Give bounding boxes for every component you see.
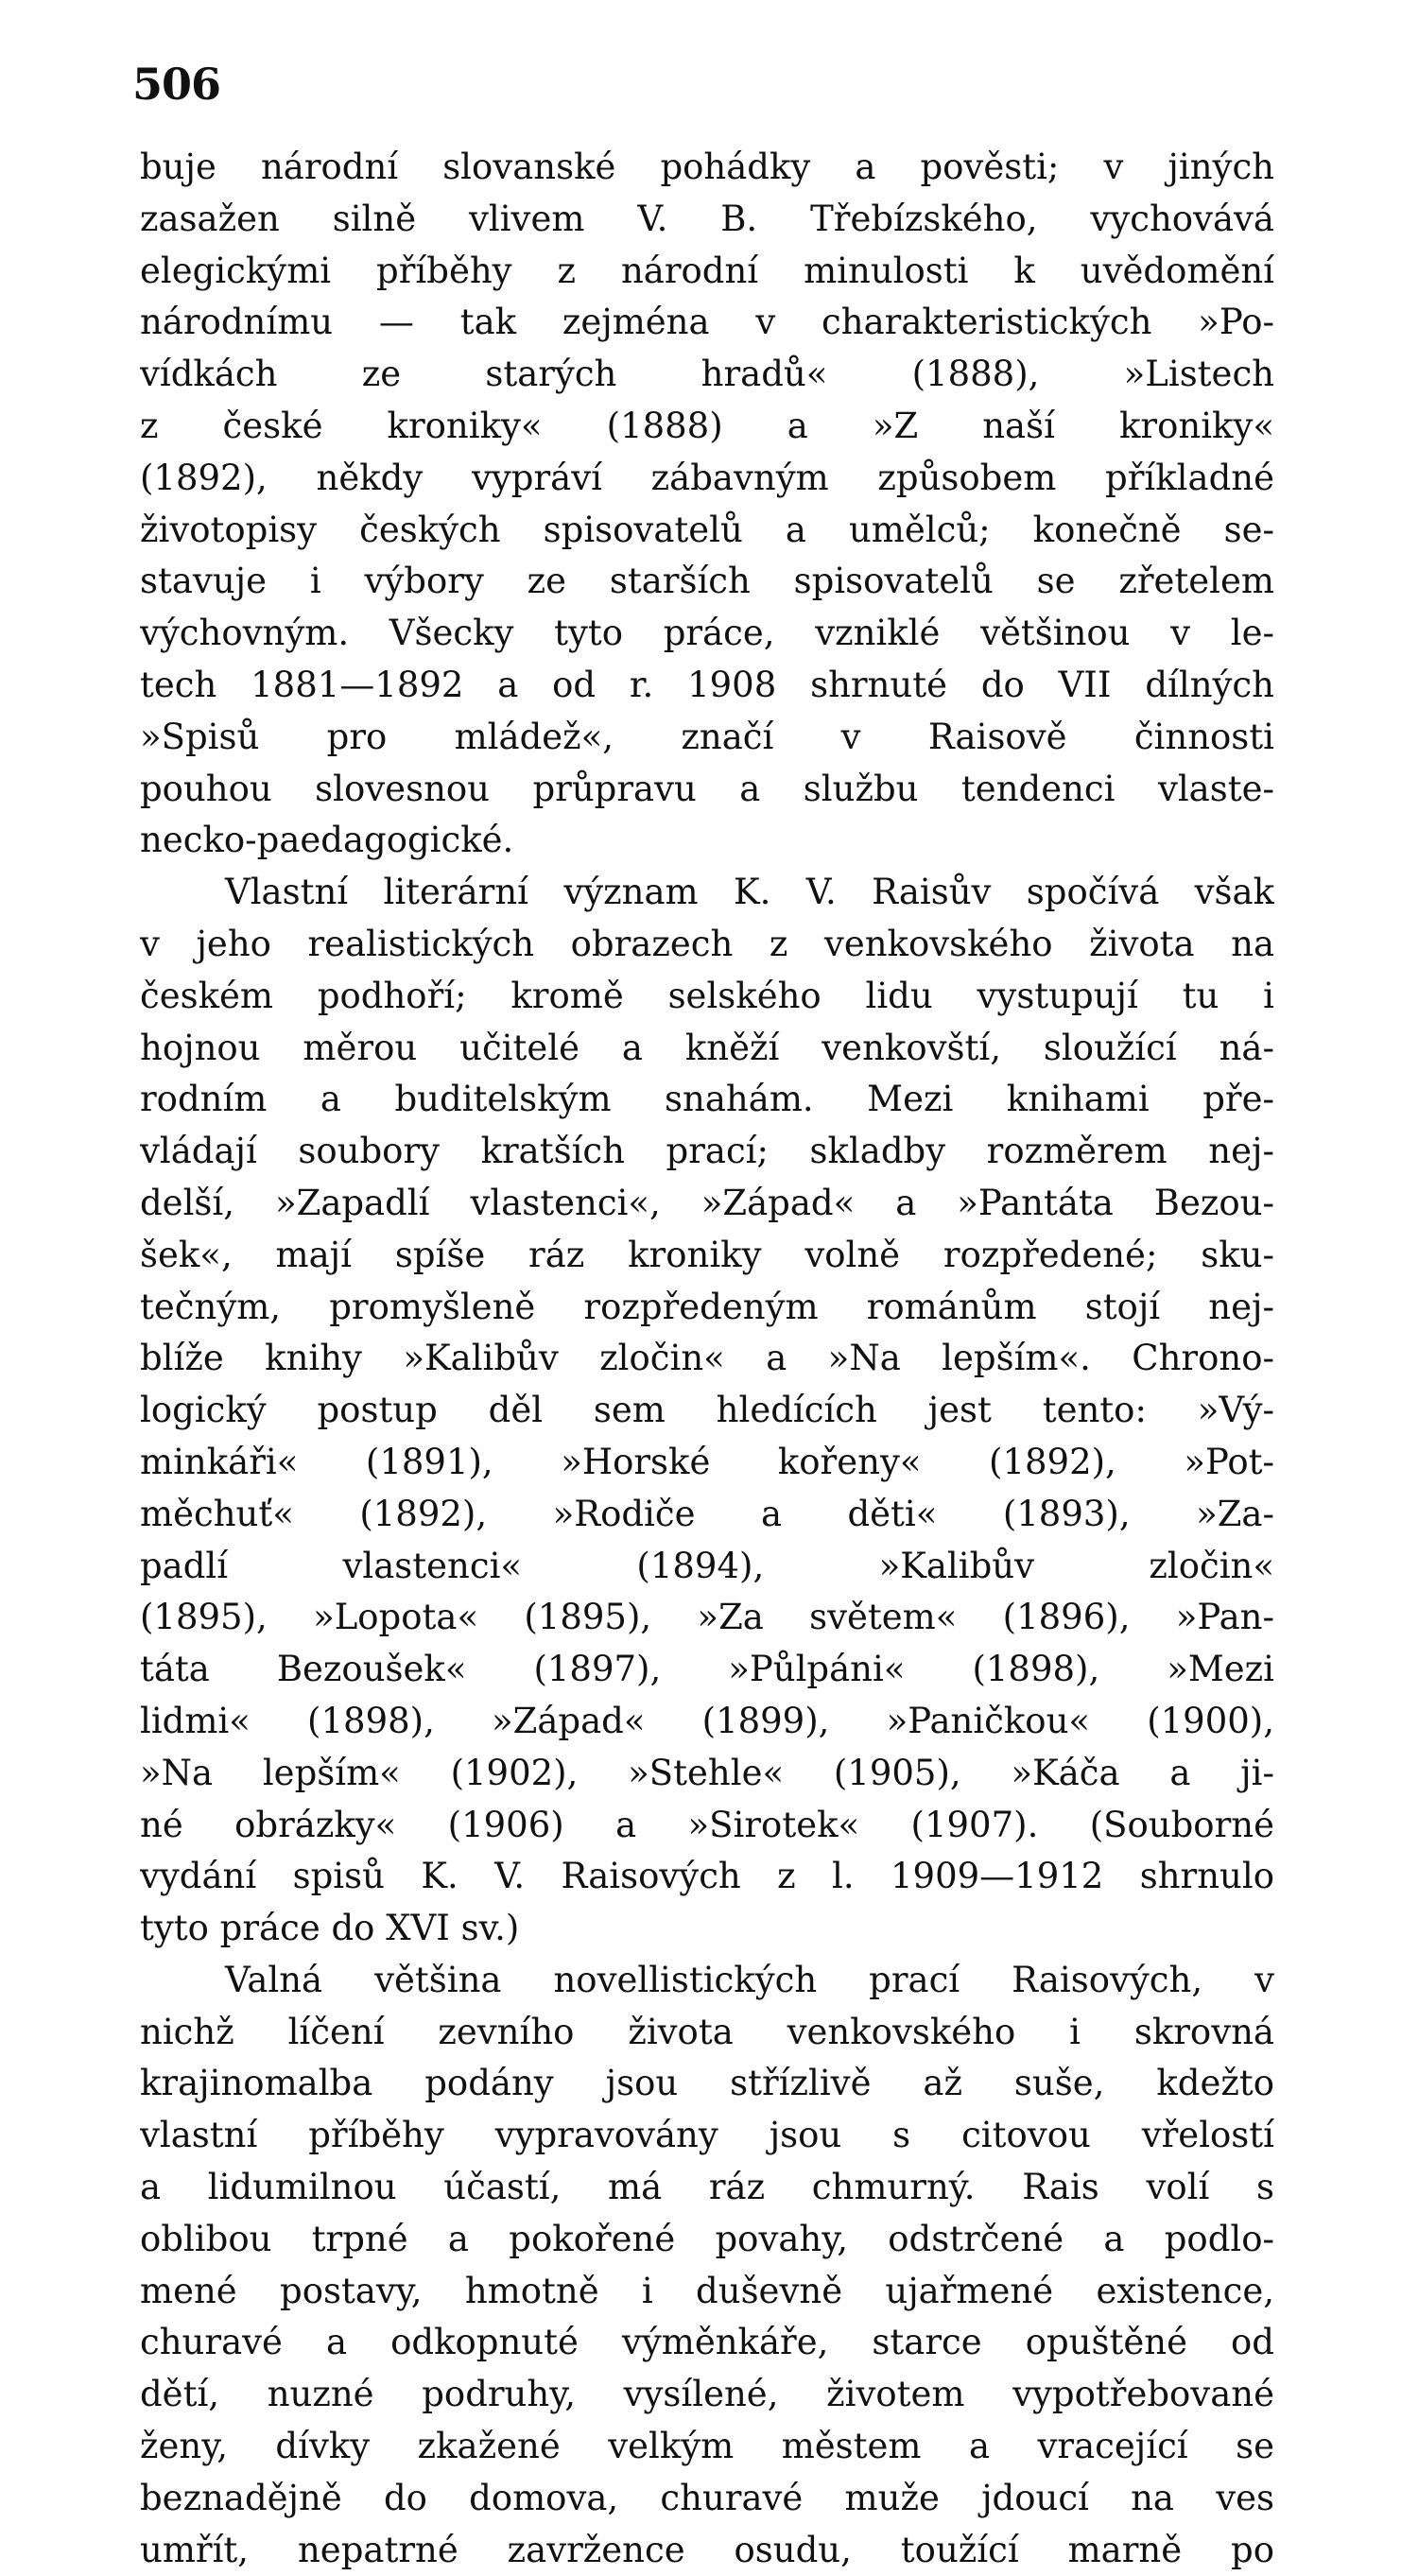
text-line: Vlastní literární význam K. V. Raisův spočívá však bbox=[225, 872, 1274, 913]
text-line: českém podhoří; kromě selského lidu vystupují tu i bbox=[140, 975, 1274, 1016]
text-line: hojnou měrou učitelé a kněží venkovští, sloužící ná- bbox=[140, 1027, 1274, 1068]
text-line: lidmi« (1898), »Západ« (1899), »Paničkou« (1900), bbox=[140, 1700, 1274, 1741]
text-line: logický postup děl sem hledících jest tento: »Vý- bbox=[140, 1390, 1274, 1431]
text-line: z české kroniky« (1888) a »Z naší kroniky« bbox=[140, 405, 1274, 446]
text-line: ženy, dívky zkažené velkým městem a vracející se bbox=[140, 2426, 1274, 2467]
text-line: tečným, promyšleně rozpředeným románům stojí nej- bbox=[140, 1286, 1274, 1327]
text-line: vládají soubory kratších prací; skladby rozměrem nej- bbox=[140, 1131, 1274, 1172]
text-line: padlí vlastenci« (1894), »Kalibův zločin« bbox=[140, 1545, 1274, 1586]
text-line: Valná většina novellistických prací Raisových, v bbox=[225, 1959, 1274, 2000]
text-line: vídkách ze starých hradů« (1888), »Listech bbox=[140, 354, 1274, 395]
body-text bbox=[140, 142, 1274, 2576]
text-line: minkáři« (1891), »Horské kořeny« (1892), »Pot- bbox=[140, 1441, 1274, 1482]
text-line: stavuje i výbory ze starších spisovatelů se zřetelem bbox=[140, 561, 1274, 602]
page-number: 506 bbox=[132, 59, 221, 110]
text-line: životopisy českých spisovatelů a umělců; konečně se- bbox=[140, 509, 1274, 550]
text-line: táta Bezoušek« (1897), »Půlpáni« (1898), »Mezi bbox=[140, 1649, 1274, 1690]
text-line: né obrázky« (1906) a »Sirotek« (1907). (Souborné bbox=[140, 1804, 1274, 1845]
text-line: a lidumilnou účastí, má ráz chmurný. Rais volí s bbox=[140, 2167, 1274, 2208]
text-line: národnímu — tak zejména v charakteristických »Po- bbox=[140, 302, 1274, 343]
text-line: beznadějně do domova, churavé muže jdoucí na ves bbox=[140, 2477, 1274, 2518]
text-line: výchovným. Všecky tyto práce, vzniklé většinou v le- bbox=[140, 613, 1274, 654]
text-line: »Na lepším« (1902), »Stehle« (1905), »Káča a ji- bbox=[140, 1752, 1274, 1793]
text-line: »Spisů pro mládež«, značí v Raisově činnosti bbox=[140, 716, 1274, 757]
text-line: nichž líčení zevního života venkovského i skrovná bbox=[140, 2011, 1274, 2052]
text-line: vlastní příběhy vypravovány jsou s citovou vřelostí bbox=[140, 2115, 1274, 2156]
text-line: churavé a odkopnuté výměnkáře, starce opuštěné od bbox=[140, 2322, 1274, 2363]
text-line: tyto práce do XVI sv.) bbox=[140, 1908, 520, 1949]
text-line: rodním a buditelským snahám. Mezi knihami pře- bbox=[140, 1079, 1274, 1120]
text-line: blíže knihy »Kalibův zločin« a »Na lepším«. Chrono- bbox=[140, 1338, 1274, 1379]
text-line: delší, »Zapadlí vlastenci«, »Západ« a »Pantáta Bezou- bbox=[140, 1182, 1274, 1223]
text-line: krajinomalba podány jsou střízlivě až suše, kdežto bbox=[140, 2063, 1274, 2104]
text-line: zasažen silně vlivem V. B. Třebízského, vychovává bbox=[140, 198, 1274, 239]
text-line: tech 1881—1892 a od r. 1908 shrnuté do VII dílných bbox=[140, 664, 1274, 705]
text-line: dětí, nuzné podruhy, vysílené, životem vypotřebované bbox=[140, 2374, 1274, 2415]
text-line: necko-paedagogické. bbox=[140, 820, 514, 861]
text-line: v jeho realistických obrazech z venkovského života na bbox=[140, 923, 1274, 964]
text-line: pouhou slovesnou průpravu a službu tendenci vlaste- bbox=[140, 768, 1274, 809]
text-line: umřít, nepatrné zavržence osudu, toužící marně po bbox=[140, 2529, 1274, 2570]
text-line: vydání spisů K. V. Raisových z l. 1909—1912 shrnulo bbox=[140, 1856, 1274, 1897]
text-line: (1895), »Lopota« (1895), »Za světem« (1896), »Pan- bbox=[140, 1597, 1274, 1638]
text-line: buje národní slovanské pohádky a pověsti; v jiných bbox=[140, 147, 1274, 187]
text-line: šek«, mají spíše ráz kroniky volně rozpředené; sku- bbox=[140, 1234, 1274, 1275]
text-line: oblibou trpné a pokořené povahy, odstrčené a podlo- bbox=[140, 2218, 1274, 2259]
text-line: měchuť« (1892), »Rodiče a děti« (1893), »Za- bbox=[140, 1493, 1274, 1534]
text-line: elegickými příběhy z národní minulosti k uvědomění bbox=[140, 250, 1274, 291]
text-line: (1892), někdy vypráví zábavným způsobem příkladné bbox=[140, 457, 1274, 498]
text-line: mené postavy, hmotně i duševně ujařmené existence, bbox=[140, 2270, 1274, 2311]
